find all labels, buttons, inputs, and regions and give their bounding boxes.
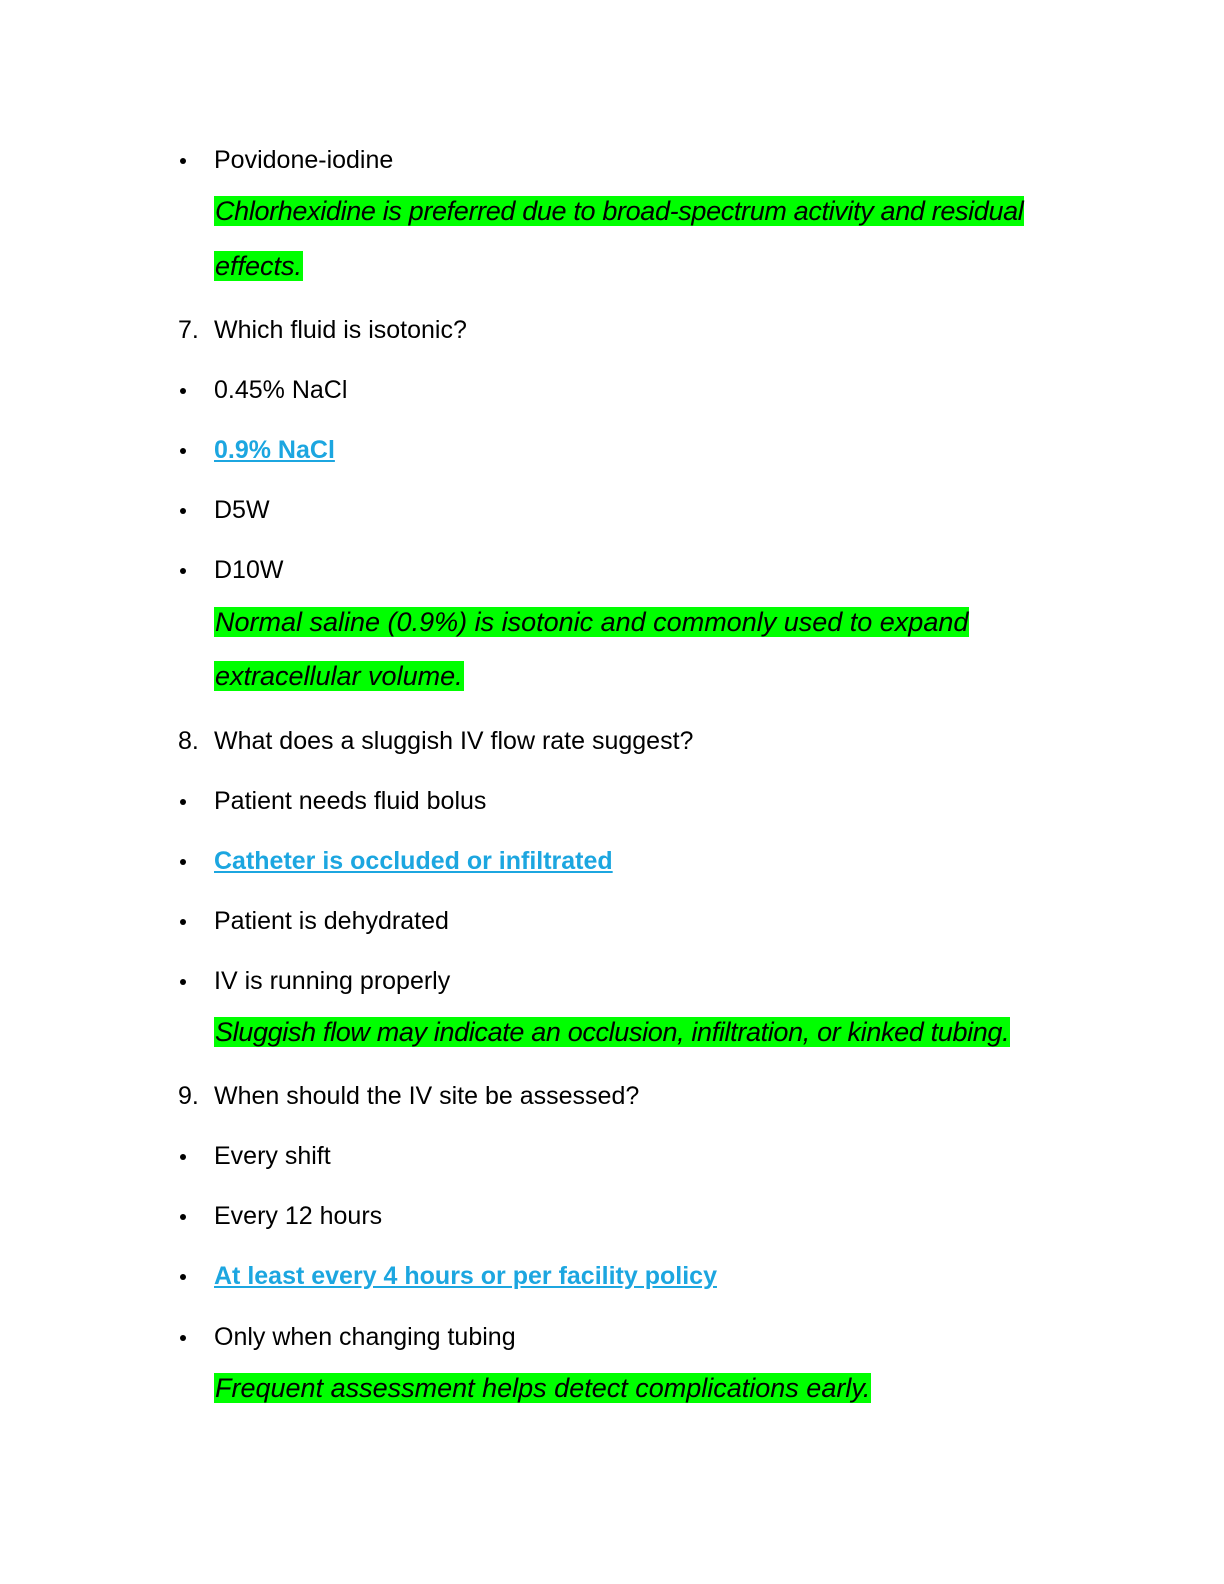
correct-answer-link[interactable]: 0.9% NaCl <box>214 436 335 464</box>
bullet-icon <box>180 1274 186 1280</box>
bullet-icon <box>180 1214 186 1220</box>
option-text: D5W <box>214 496 270 524</box>
rationale-text: Frequent assessment helps detect complications early. <box>215 1373 871 1403</box>
bullet-icon <box>180 448 186 454</box>
option-text: IV is running properly <box>214 967 451 995</box>
rationale-line <box>214 192 1024 230</box>
rationale-line <box>214 603 969 641</box>
option-text: D10W <box>214 556 284 584</box>
option-text: Every 12 hours <box>214 1202 383 1230</box>
rationale-line <box>214 1013 1010 1051</box>
bullet-icon <box>180 568 186 574</box>
rationale-text: extracellular volume. <box>215 661 463 691</box>
rationale-text: Normal saline (0.9%) is isotonic and commonly used to expand <box>215 607 969 637</box>
option-text: 0.45% NaCl <box>214 376 348 404</box>
question-number: 8. <box>178 727 199 755</box>
option-text: Every shift <box>214 1142 331 1170</box>
question-text: What does a sluggish IV flow rate suggest? <box>214 727 694 755</box>
bullet-icon <box>180 1335 186 1341</box>
question-text: Which fluid is isotonic? <box>214 316 467 344</box>
rationale-text: effects. <box>215 251 303 281</box>
correct-answer-link[interactable]: Catheter is occluded or infiltrated <box>214 847 613 875</box>
rationale-text: Chlorhexidine is preferred due to broad-spectrum activity and residual <box>215 196 1024 226</box>
bullet-icon <box>180 158 186 164</box>
option-text: Patient needs fluid bolus <box>214 787 487 815</box>
bullet-icon <box>180 388 186 394</box>
bullet-icon <box>180 1154 186 1160</box>
bullet-icon <box>180 799 186 805</box>
bullet-icon <box>180 919 186 925</box>
question-text: When should the IV site be assessed? <box>214 1082 640 1110</box>
rationale-line <box>214 247 303 285</box>
rationale-line <box>214 1369 871 1407</box>
bullet-icon <box>180 859 186 865</box>
rationale-line <box>214 657 464 695</box>
option-text: Only when changing tubing <box>214 1323 516 1351</box>
correct-answer-link[interactable]: At least every 4 hours or per facility policy <box>214 1262 717 1290</box>
rationale-text: Sluggish flow may indicate an occlusion, infiltration, or kinked tubing. <box>215 1017 1010 1047</box>
bullet-icon <box>180 508 186 514</box>
question-number: 9. <box>178 1082 199 1110</box>
question-number: 7. <box>178 316 199 344</box>
option-text: Patient is dehydrated <box>214 907 449 935</box>
option-text: Povidone-iodine <box>214 146 394 174</box>
bullet-icon <box>180 979 186 985</box>
